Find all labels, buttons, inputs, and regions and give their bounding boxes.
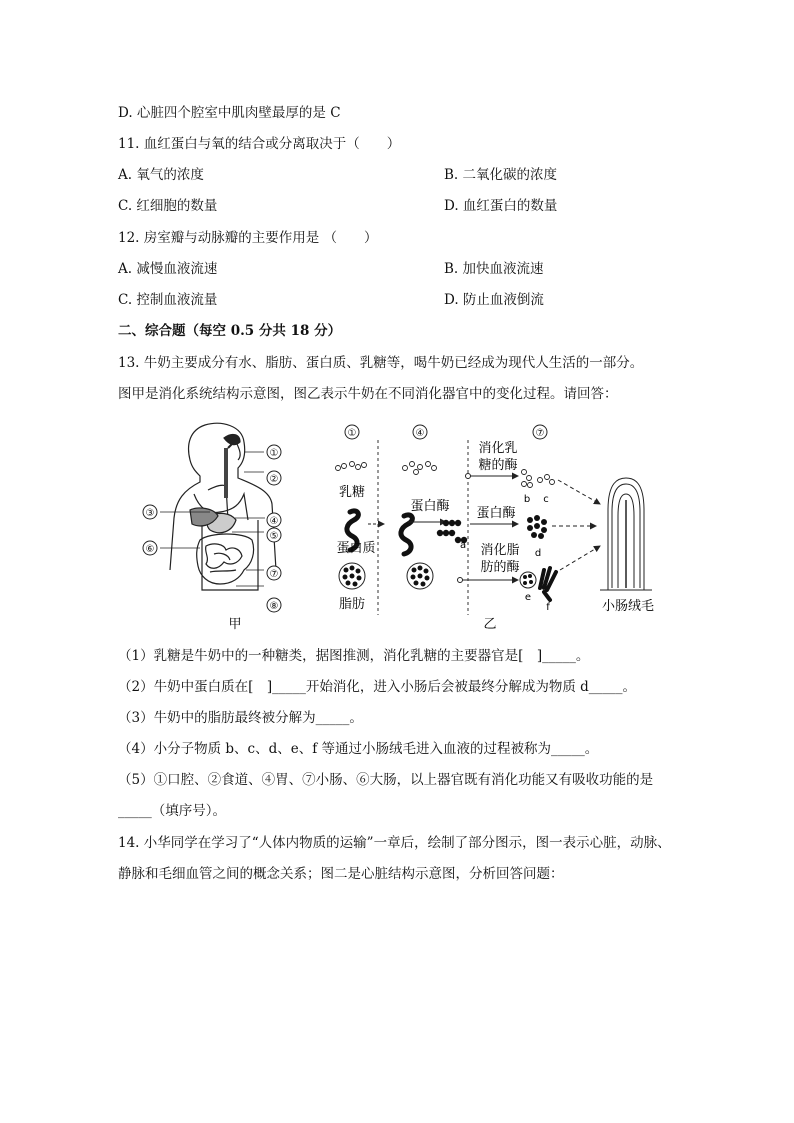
figure-left-caption: 甲 xyxy=(228,617,242,632)
question-13-stem-line-2: 图甲是消化系统结构示意图，图乙表示牛奶在不同消化器官中的变化过程。请回答： xyxy=(118,386,618,402)
products-d xyxy=(527,515,547,539)
digestion-figure xyxy=(140,420,670,640)
absorption-arrows xyxy=(552,480,600,570)
organ-label-4: ④ xyxy=(269,516,279,527)
label-lipase-line-2: 肪的酶 xyxy=(480,560,520,575)
q12-option-b: B. 加快血液流速 xyxy=(444,261,544,277)
figure-right-caption: 乙 xyxy=(483,617,497,632)
q11-option-b: B. 二氧化碳的浓度 xyxy=(444,167,558,183)
organ-label-8: ⑧ xyxy=(269,601,279,612)
label-fat: 脂肪 xyxy=(338,597,366,612)
letter-b: b xyxy=(523,494,531,505)
q13-sub-3: （3）牛奶中的脂肪最终被分解为_____。 xyxy=(118,710,363,726)
label-lactase-line-1: 消化乳 xyxy=(478,441,518,456)
digestive-system-diagram xyxy=(160,423,276,590)
q12-option-c: C. 控制血液流量 xyxy=(118,292,218,308)
protein-chain-stomach xyxy=(401,515,412,554)
organ-label-1: ① xyxy=(269,448,279,459)
q11-option-d: D. 血红蛋白的数量 xyxy=(444,198,558,214)
organ-label-6: ⑥ xyxy=(145,544,155,555)
column-header-small-intestine: ⑦ xyxy=(535,428,545,439)
question-13-stem-line-1: 13. 牛奶主要成分有水、脂肪、蛋白质、乳糖等，喝牛奶已经成为现代人生活的一部分。 xyxy=(118,355,644,371)
letter-d: d xyxy=(534,548,542,559)
letter-e: e xyxy=(524,592,532,603)
q13-sub-4: （4）小分子物质 b、c、d、e、f 等通过小肠绒毛进入血液的过程被称为_____。 xyxy=(118,741,599,757)
q13-sub-5-line-1: （5）①口腔、②食道、④胃、⑦小肠、⑥大肠，以上器官既有消化功能又有吸收功能的是 xyxy=(118,772,654,788)
q11-option-c: C. 红细胞的数量 xyxy=(118,198,218,214)
q13-sub-1: （1）乳糖是牛奶中的一种糖类，据图推测，消化乳糖的主要器官是[ ]_____。 xyxy=(118,648,590,664)
letter-c: c xyxy=(543,494,549,505)
small-intestine-villus xyxy=(600,478,652,590)
organ-label-7: ⑦ xyxy=(269,569,279,580)
q13-sub-2: （2）牛奶中蛋白质在[ ]_____开始消化，进入小肠后会被最终分解成为物质 d_____。 xyxy=(118,679,637,695)
label-villus: 小肠绒毛 xyxy=(601,599,655,614)
question-11-stem: 11. 血红蛋白与氧的结合或分离取决于（ ） xyxy=(118,136,401,152)
organ-label-3: ③ xyxy=(145,508,155,519)
label-pepsin: 蛋白酶 xyxy=(410,499,450,514)
label-lactose: 乳糖 xyxy=(338,485,366,500)
organ-label-5: ⑤ xyxy=(269,531,279,542)
label-lipase-line-1: 消化脂 xyxy=(480,543,520,558)
column-header-stomach: ④ xyxy=(415,428,425,439)
letter-f: f xyxy=(546,602,550,613)
q12-option-d: D. 防止血液倒流 xyxy=(444,292,544,308)
label-lactase-line-2: 糖的酶 xyxy=(478,458,518,473)
section-title: 二、综合题（每空 0.5 分共 18 分） xyxy=(118,323,342,339)
fat-droplets xyxy=(339,563,433,589)
column-header-mouth: ① xyxy=(347,428,357,439)
question-12-stem: 12. 房室瓣与动脉瓣的主要作用是 （ ） xyxy=(118,230,378,246)
question-10-option-d: D. 心脏四个腔室中肌肉壁最厚的是 C xyxy=(118,105,341,121)
organ-label-2: ② xyxy=(269,474,279,485)
lactose-molecules xyxy=(336,462,437,475)
q12-option-a: A. 减慢血液流速 xyxy=(118,261,218,277)
label-trypsin: 蛋白酶 xyxy=(476,506,516,521)
question-14-stem-line-2: 静脉和毛细血管之间的概念关系；图二是心脏结构示意图，分析回答问题： xyxy=(118,866,564,882)
q11-option-a: A. 氧气的浓度 xyxy=(118,167,204,183)
question-14-stem-line-1: 14. 小华同学在学习了“人体内物质的运输”一章后，绘制了部分图示，图一表示心脏，动脉、 xyxy=(118,835,671,851)
letter-a: a xyxy=(460,540,467,551)
q13-sub-5-line-2: _____（填序号）。 xyxy=(118,803,226,819)
products-b-c xyxy=(522,470,555,488)
label-protein: 蛋白质 xyxy=(336,541,376,556)
